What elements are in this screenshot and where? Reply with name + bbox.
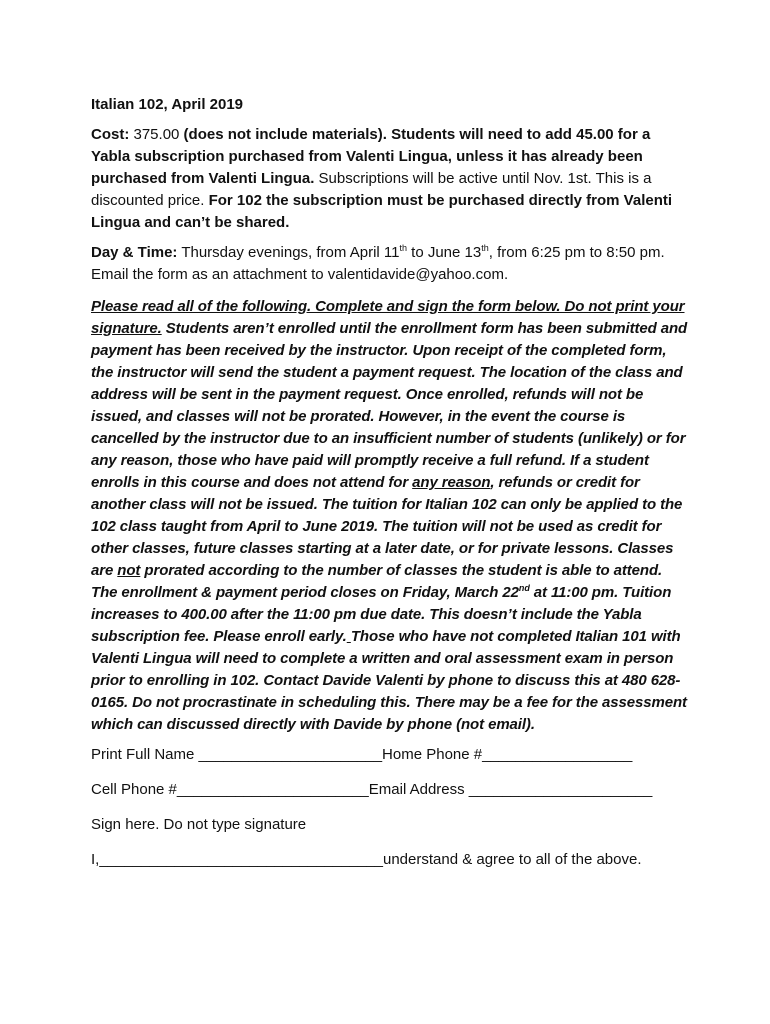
name-home-phone-line[interactable]: Print Full Name ______________________Home Phone #__________________: [91, 746, 633, 763]
notice-part-1: Students aren’t enrolled until the enrollment form has been submitted and payment has been received by the instructor. Upon receipt of the completed form, the instructor will send the student a payment request. The location of the class and address will be sent in the payment request. Once enrolled, refunds will not be issued, and classes will not be prorated. However, in the event the course is cancelled by the instructor due to an insufficient number of students (unlikely) or for any reason, those who have paid will promptly receive a full refund. If a student enrolls in this course and does not attend for: [91, 320, 688, 491]
cost-label: Cost:: [91, 126, 130, 143]
cost-amount: 375.00: [129, 126, 184, 143]
schedule-text-3: , from 6:25 pm to 8:50 pm. Email the form as an attachment to valentidavide@yahoo.com.: [91, 244, 665, 283]
schedule-sup-1: th: [399, 243, 407, 253]
notice-any-reason: any reason: [412, 474, 491, 491]
notice-not: not: [117, 562, 141, 579]
subscription-active-note: Subscriptions will be active until Nov. 1st. This is a discounted price.: [91, 170, 652, 209]
signature-instruction: Sign here. Do not type signature: [91, 816, 307, 833]
enrollment-notice: [91, 296, 691, 736]
schedule-paragraph: [91, 242, 691, 286]
schedule-label: Day & Time:: [91, 244, 178, 261]
form-fields: [91, 744, 691, 871]
signature-agreement-line[interactable]: I,__________________________________understand & agree to all of the above.: [91, 851, 642, 868]
cost-materials-note: (does not include materials). Students will need to add 45.00 for a Yabla subscription purchased from Valenti Lingua, unless it has already been purchased from Valenti Lingua.: [91, 126, 651, 187]
cost-paragraph: [91, 124, 691, 234]
notice-part-4: at 11:00 pm. Tuition increases to 400.00 after the 11:00 pm due date. This doesn’t include the Yabla subscription fee. Please enroll early.: [91, 584, 672, 645]
subscription-direct-note: For 102 the subscription must be purchased directly from Valenti Lingua and can’t be shared.: [91, 192, 673, 231]
schedule-text-2: to June 13: [407, 244, 482, 261]
cell-email-line[interactable]: Cell Phone #_______________________Email Address ______________________: [91, 781, 653, 798]
notice-heading: Please read all of the following. Complete and sign the form below. Do not print your signature.: [91, 298, 685, 337]
notice-sup: nd: [518, 583, 530, 593]
notice-part-5: Those who have not completed Italian 101 with Valenti Lingua will need to complete a written and oral assessment exam in person prior to enrolling in 102. Contact Davide Valenti by phone to discuss this at 480 628-0165. Do not procrastinate in scheduling this. There may be a fee for the assessment which can discussed directly with Davide by phone (not email).: [91, 628, 687, 733]
page-title: Italian 102, April 2019: [91, 96, 244, 113]
notice-part-2: , refunds or credit for another class will not be issued. The tuition for Italian 102 can only be applied to the 102 class taught from April to June 2019. The tuition will not be used as credit for other classes, future classes starting at a later date, or for private lessons. Classes are: [91, 474, 683, 579]
schedule-sup-2: th: [481, 243, 489, 253]
enrollment-form-page: [91, 94, 691, 884]
schedule-text-1: Thursday evenings, from April 11: [177, 244, 400, 261]
notice-part-3: prorated according to the number of classes the student is able to attend. The enrollment & payment period closes on Friday, March 22: [91, 562, 663, 601]
